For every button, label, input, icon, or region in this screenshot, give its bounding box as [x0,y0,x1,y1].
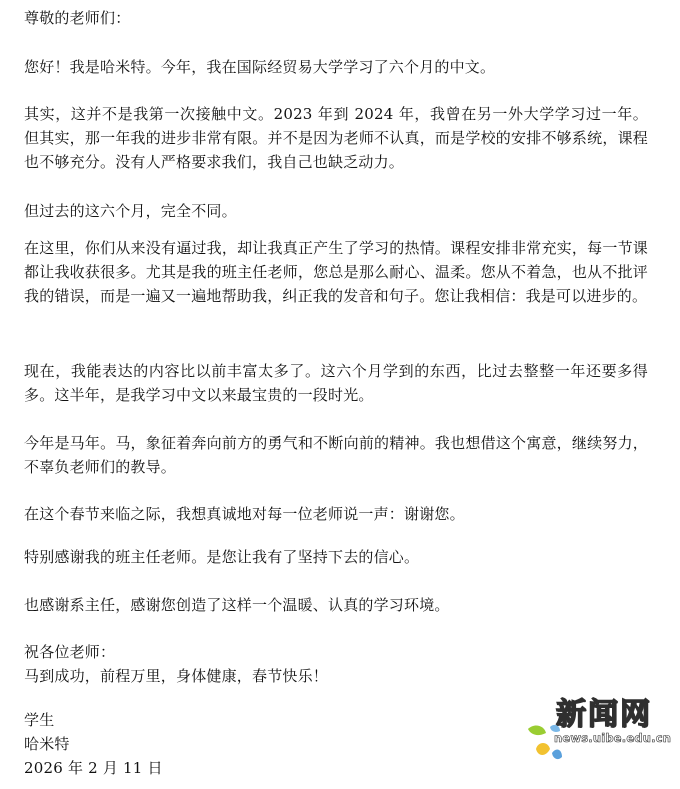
signature-name: 哈米特 [24,735,70,753]
letter-paragraph-4: 在这里，你们从来没有逼过我，却让我真正产生了学习的热情。课程安排非常充实，每一节课都让我收获很多。尤其是我的班主任老师，您总是那么耐心、温柔。您从不着急，也从不批评我的错误，而是一遍又一遍地帮助我，纠正我的发音和句子。您让我相信：我是可以进步的。 [24,239,648,305]
letter-paragraph-6: 今年是马年。马，象征着奔向前方的勇气和不断向前的精神。我也想借这个寓意，继续努力，不辜负老师们的教导。 [24,434,648,476]
letter-paragraph-5: 现在，我能表达的内容比以前丰富太多了。这六个月学到的东西，比过去整整一年还要多得多。这半年，是我学习中文以来最宝贵的一段时光。 [24,362,648,404]
wishes-text: 马到成功，前程万里，身体健康，春节快乐！ [24,667,329,685]
letter-paragraph-9: 也感谢系主任，感谢您创造了这样一个温暖、认真的学习环境。 [24,596,450,614]
signature-block [24,708,324,780]
letter-paragraph-1: 您好！我是哈米特。今年，我在国际经贸易大学学习了六个月的中文。 [24,58,496,76]
signature-role: 学生 [24,711,55,729]
letter-paragraph-7: 在这个春节来临之际，我想真诚地对每一位老师说一声：谢谢您。 [24,505,465,523]
letter-greeting: 尊敬的老师们： [24,9,131,27]
letter-paragraph-2: 其实，这并不是我第一次接触中文。2023 年到 2024 年，我曾在另一外大学学习过一年。但其实，那一年我的进步非常有限。并不是因为老师不认真，而是学校的安排不够系统，课程也不够充分。没有人严格要求我们，我自己也缺乏动力。 [24,105,648,171]
watermark-url: news.uibe.edu.cn [554,731,672,745]
wishes-heading: 祝各位老师： [24,643,116,661]
letter-paragraph-8: 特别感谢我的班主任老师。是您让我有了坚持下去的信心。 [24,548,420,566]
watermark-logo: 新闻网 [556,697,652,732]
news-watermark [524,689,674,781]
letter-paragraph-3: 但过去的这六个月，完全不同。 [24,202,237,220]
letter-closing [24,640,660,688]
letter-date: 2026 年 2 月 11 日 [24,759,163,777]
